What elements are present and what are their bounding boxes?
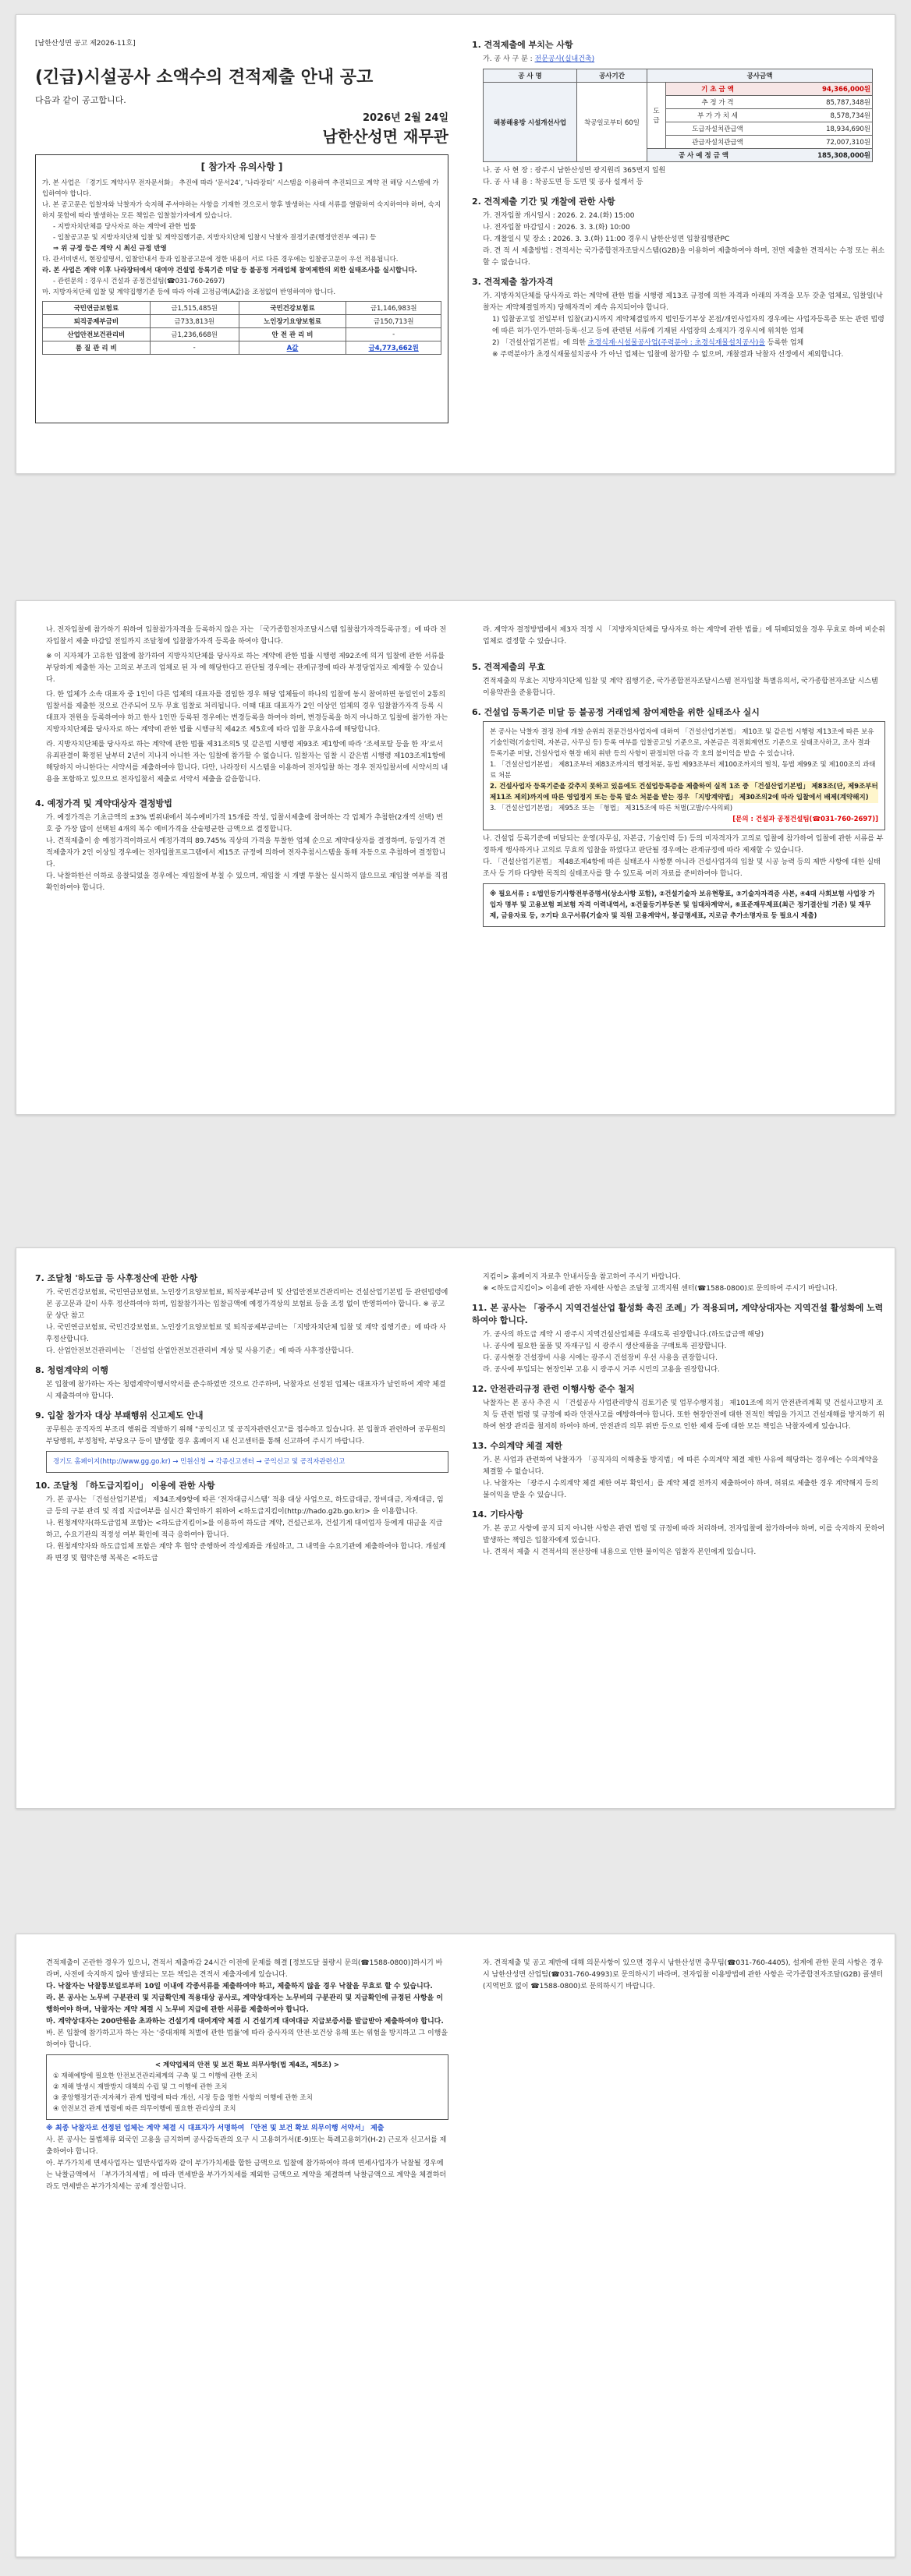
s6-line: 나. 건설업 등록기준에 미달되는 운영(자무실, 자본금, 기술인력 등) 등의 미자격자가 고의로 입찰에 참가하여 입찰에 관한 서류를 부정하게 행사하거나 고의로 무효의 입찰을 하였다고 판단될 경우에는 관계규정에 따라 제재할 수 있습니다. (483, 835, 884, 855)
section-2-title: 2. 견적제출 기간 및 개찰에 관한 사항 (472, 196, 615, 207)
p4-line2: 사. 본 공사는 불법체류 외국인 고용을 금지하며 공사감독관의 요구 시 고용허가서(E-9)또는 특례고용허가(H-2) 근로자 신고서를 제출하여야 합니다. (46, 2136, 447, 2156)
th-name: 공 사 명 (484, 69, 577, 83)
doc-title: (긴급)시설공사 소액수의 견적제출 안내 공고 (35, 68, 374, 87)
p4-line2: 아. 부가가치세 면세사업자는 일반사업자와 같이 부가가치세를 합한 금액으로 입찰에 참가하여야 하며 면세사업자가 낙찰될 경우에는 낙찰금액에서 「부가가치세법」에 따라 면세받을 부가가치세를 제외한 금액으로 계약을 체결하며 낙찰금액으로 계약을 체결하더라도 면세받은 부가가치세는 공제 정산합니다. (46, 2160, 447, 2191)
project-period: 착공일로부터 60일 (577, 83, 647, 162)
notice-d: 라. 본 사업은 계약 이후 나라장터에서 대여야 건설업 등록기준 미달 등 불공정 거래업체 참여제한의 외한 실태조사를 실시합니다. (42, 267, 417, 274)
content-line: 다. 공 사 내 용 : 착공도면 등 도면 및 공사 설계서 등 (483, 179, 643, 186)
p4-line: 견적제출이 곤란한 경우가 있으니, 견적서 제출마감 24시간 이전에 문제를 해결 [정보도달 불량시 문의(☎1588-0800)]하시기 바라며, 사전에 숙지하지 않아 발생되는 모든 책임은 견적서 제출자에게 있습니다. (46, 1959, 443, 1979)
amount-value: 18,934,690원 (826, 126, 870, 133)
p4-line: 바. 본 입찰에 참가하고자 하는 자는 ‘중대재해 처벌에 관한 법률’에 따라 중사자의 안전·보건상 유해 또는 위험을 방지하고 그 이행을 하여야 합니다. (46, 2029, 448, 2049)
section-3-title: 3. 견적제출 참가자격 (472, 277, 554, 287)
s11-line: 다. 공사현장 건설장비 사용 시에는 광주시 건설장비 우선 사용을 권장합니다. (483, 1354, 718, 1362)
work-type-link[interactable]: 전문공사(실내건축) (534, 55, 595, 63)
report-center-link[interactable]: 경기도 홈페이지(http://www.gg.go.kr) → 민원신청 → 각종신고센터 → 공익신고 및 공직자관련신고 (53, 1458, 346, 1466)
s10-line: 가. 본 공사는 「건설산업기본법」 제34조제9항에 따른 ‘전자대금시스템’ 적용 대상 사업으로, 하도급대금, 장비대금, 자재대금, 임금 등의 구분 관리 및 직접 지급여부를 실시간 확인하기 위하여 <하도급지킴이(http://hado.g2b.go.kr)> 을 이용합니다. (46, 1496, 444, 1516)
amount-value: 72,007,310원 (826, 139, 870, 147)
s7-line: 다. 산업안전보건관리비는 「건설업 산업안전보건관리비 계상 및 사용기준」에 따라 사후정산합니다. (46, 1347, 354, 1355)
p3r-line: ※ <하도급지킴이> 이용에 관한 자세한 사항은 조달청 고객지원 센터(☎1588-0800)로 문의하여 주시기 바랍니다. (483, 1285, 838, 1293)
page-3-right-column (472, 1272, 885, 1559)
page-3 (16, 1247, 895, 1809)
a-cell: - (150, 341, 239, 355)
s7-line: 가. 국민건강보험료, 국민연금보험료, 노인장기요양보험료, 퇴직공제부금비 및 산업안전보건관리비는 건설산업기본법 등 관련법령에 본 공고문과 같이 사후 정산하여야 하며, 입찰참가자는 입찰금액에 예정가격상의 보험료 등을 조정 없이 반영하여야 합니다. ※ 공고문 상단 참고 (46, 1289, 448, 1320)
s6-line: 다. 「건설산업기본법」 제48조제4항에 따른 실태조사 사항뿐 아니라 건설사업자의 입찰 및 시공 능력 등의 제반 사항에 대한 실태조사 등 기타 다양한 목적의 실태조사를 할 수 있도록 여러 자료를 준비하여야 합니다. (483, 858, 881, 878)
a-cell: - (346, 328, 441, 341)
a-cell: 산업안전보건관리비 (43, 328, 151, 341)
s11-line: 가. 공사의 하도급 계약 시 광주시 지역건설산업체를 우대도록 권장합니다.(하도급금액 해당) (483, 1331, 764, 1339)
qual-note: ※ 주력분야가 초경식재물설치공사 가 아닌 업체는 입찰에 참가할 수 없으며, 개찰결과 낙찰자 선정에서 제외합니다. (492, 351, 844, 359)
p2-line: 다. 한 업체가 소속 대표자 중 1인이 다른 업체의 대표자를 겸임한 경우 해당 업체들이 하나의 입찰에 동시 참여하면 동일인이 2통의 입찰서를 제출한 것으로 간주되어 모두 무효 입찰로 처리됩니다. 이때 대표 대표자가 2인 이상인 업체의 경우 입찰참가자격 등록 시 대표자 전원을 등록하여야 하고 한사 1인만 등록된 경우에는 변경등록을 하여야 하며, 변경등록을 하지 아니하고 입찰에 참가한 자는 지방자치단체를 당사자로 하는 계약에 관한 법률 시행규칙 제42조 제5호에 따라 입찰 무효사유에 해당합니다. (46, 691, 448, 734)
doc-number: [남한산성면 공고 제2026-11호] (35, 40, 136, 48)
work-type-label: 가. 공 사 구 분 : (483, 55, 535, 63)
qual-2-link[interactable]: 초경식재·시설물공사업(주력분야 : 초경식재물설치공사)을 (587, 339, 766, 347)
a-cell: 금1,146,983원 (346, 302, 441, 315)
notice-a: 가. 본 사업은 「경기도 계약사무 전자문서화」 추진에 따라 ‘문서24’, ‘나라장터’ 시스템을 이용하여 추진되므로 계약 전 해당 시스템에 가입하여야 합니다. (42, 179, 439, 198)
amount-label: 추 정 가 격 (701, 99, 734, 107)
amount-row (647, 149, 873, 162)
sched-line: 나. 전자입찰 마감일시 : 2026. 3. 3.(화) 10:00 (483, 224, 630, 232)
section-4-title: 4. 예정가격 및 계약대상자 결정방법 (35, 798, 172, 809)
a-cell: 품 질 관 리 비 (43, 341, 151, 355)
qual-1: 1) 입찰공고일 전일부터 입찰(교)시까지 계약체결일까지 법인등기부상 본점/개인사업자의 경우에는 사업자등록증 또는 관련 법령에 따른 허가·인가·면허·등록·신고 등에 관련된 서류에 기재된 사업장의 소재지가 경우시에 위치한 업체 (492, 316, 884, 335)
page-2-right-column (472, 625, 885, 930)
contract-table (483, 69, 873, 162)
section-12-title: 12. 안전관리규정 관련 이행사항 준수 철저 (472, 1384, 635, 1394)
section-1-title: 1. 견적제출에 부치는 사항 (472, 40, 573, 50)
page-2 (16, 600, 895, 1115)
amount-row (666, 136, 873, 149)
amount-value: 8,578,734원 (830, 112, 870, 120)
section-5-title: 5. 견적제출의 무효 (472, 662, 545, 672)
p4-line: 마. 계약상대자는 200만원을 초과하는 건설기계 대여계약 체결 시 건설기계 대여대금 지급보증서를 발급받아 제출하여야 합니다. (46, 2018, 444, 2026)
page-2-left-column (35, 625, 448, 894)
s11-line: 라. 공사에 투입되는 현장인부 고용 시 광주시 거주 시민의 고용을 권장합니다. (483, 1366, 720, 1374)
amount-label: 관급자설치관급액 (692, 139, 743, 147)
a-cell: 국민건강보험료 (239, 302, 346, 315)
s4-line: 가. 예정가격은 기초금액의 ±3% 범위내에서 복수예비가격 15개를 작성, 입찰서제출에 참여하는 각 업체가 추첨한(2개씩 선택) 번호 중 가장 많이 선택된 4개의 복수 예비가격을 산술평균한 금액으로 결정합니다. (46, 814, 444, 833)
inspection-text: 본 공사는 낙찰자 결정 전에 개찰 순위의 전문건설사업자에 대하여 「건설산업기본법」 제10조 및 같은법 시행령 제13조에 따른 보유 기술인력(기술인력, 자본금, 사무실 등) 등록 여부를 입찰공고일 기준으로, 자본금은 직전회계연도 기준으로 실태조사하고, 조사 결과 등록기준 미달, 건설사업자 현장 배치 위반 등의 사항이 판정되면 다음 각 호의 불이익을 받을 수 있습니다. (490, 728, 874, 758)
s4-line: 다. 낙찰하한선 이하로 응찰되었을 경우에는 재입찰에 부칠 수 있으며, 재입찰 시 개별 투찰는 실시하지 않으므로 재입찰 여부를 직접 확인하여야 합니다. (46, 872, 448, 892)
section-7-title: 7. 조달청 '하도급 등 사후정산에 관한 사항 (35, 1273, 198, 1283)
s13-line: 나. 낙찰자는 「광주시 수의계약 체결 제한 여부 확인서」를 계약 체결 전까지 제출하여야 하며, 허위로 제출한 경우 계약해지 등의 불이익을 받을 수 있습니다. (483, 1480, 879, 1499)
section-8-title: 8. 청렴계약의 이행 (35, 1365, 108, 1375)
sched-line: 가. 전자입찰 개시일시 : 2026. 2. 24.(화) 15:00 (483, 212, 635, 220)
amount-label: 도급자설치관급액 (692, 126, 743, 133)
page-4 (16, 1934, 895, 2557)
a-value-total: 금4,773,662원 (346, 341, 441, 355)
p2-line: 라. 지방자치단체를 당사자로 하는 계약에 관한 법률 제31조의5 및 같은법 시행령 제93조 제1항에 따라 ‘조세포탈 등을 한 자’로서 유죄판결이 확정된 날부터 2년이 지나지 아니한 자는 입찰에 참가할 수 없습니다. 입찰자는 입찰 시 같은법 시행령 제103조제1항에 해당하지 아니한다는 서약서를 제출하여야 합니다. 다만, 나라장터 시스템을 이용하여 전자입찰 하는 경우 전자입찰서에 서약서의 내용을 포함하고 있으므로 전자입찰서 제출로 서약서 제출을 갈음합니다. (46, 741, 448, 784)
p2-line: ※ 이 지자체가 고유한 입찰에 참가하여 지방자치단체를 당사자로 하는 계약에 관한 법률 시행령 제92조에 의거 입찰에 관한 서류를 부당하게 제출한 자는 고의로 부조리 업체로 된 자 에 해당한다고 판단될 경우에는 관계규정에 따라 부정당업자로 제재할 수 있습니다. (46, 653, 445, 684)
inspection-contact: [문의 : 건설과 공정건설팀(☎031-760-2697)] (732, 816, 878, 823)
page-4-right-column (472, 1958, 885, 1993)
notice-b: 나. 본 공고문은 입찰자와 낙찰자가 숙지해 주셔야하는 사항을 기재한 것으로서 향후 발생하는 사태 서류를 열람하여 숙지하여야 하며, 숙지하지 못함에 따라 발생하는 모든 책임은 입찰참가자에게 있습니다. (42, 201, 441, 220)
th-amount: 공사금액 (647, 69, 873, 83)
page-1-left-column (35, 38, 448, 423)
amount-value: 185,308,000원 (817, 152, 870, 160)
qual-2 (472, 338, 885, 349)
project-name: 해봉해용방 시설개선사업 (484, 83, 577, 162)
safety-duty-item: ① 재해예방에 필요한 안전보건관리체계의 구축 및 그 이행에 관한 조치 (53, 2072, 257, 2080)
a-cell: 금733,813원 (150, 315, 239, 328)
page-1-right-column (472, 38, 885, 361)
s10-line: 나. 원청계약자(하도급업체 포함)는 <하도급지킴이>를 이용하여 하도급 계약, 건설근로자, 건설기계 대여업자 등에게 대금을 지급하고, 수요기관의 적정성 여부 확인에 적극 응하여야 합니다. (46, 1520, 443, 1539)
a-cell: 금1,236,668원 (150, 328, 239, 341)
s11-line: 나. 공사에 필요한 물품 및 자재구입 시 광주시 생산제품을 구매토록 권장합니다. (483, 1343, 727, 1350)
s9-para: 공무원은 공직자의 부조리 행위를 적발하기 위해 "공익신고 및 공직자관련신고"를 접수하고 있습니다. 본 입찰과 관련하여 공무원의 부당행위, 부정청탁, 부당요구 등이 발생할 경우 홈페이지 내 신고센터를 통해 신고하여 주시기 바랍니다. (46, 1426, 445, 1445)
report-center-box (46, 1451, 448, 1473)
p2r-line: 라. 계약자 결정방법에서 제3자 적정 시 「지방자치단체를 당사자로 하는 계약에 관한 법률」에 뒤떼되었을 경우 무효로 하며 비순위 업체로 결정할 수 있습니다. (483, 626, 885, 646)
s14-line: 가. 본 공고 사항에 공지 되지 아니한 사항은 관련 법령 및 규정에 따라 처리하며, 전자입찰에 참가하여야 하며, 이를 숙지하지 못하여 발생하는 책임은 입찰자에게 있습니다. (483, 1525, 885, 1545)
page-3-left-column (35, 1272, 448, 1565)
a-cell: 노인장기요양보험료 (239, 315, 346, 328)
notice-contact: - 관련문의 : 경우시 건설과 공정건설팀(☎031-760-2697) (53, 278, 225, 285)
site-line: 나. 공 사 현 장 : 광주시 남한산성면 광지원리 365번지 일원 (483, 167, 666, 175)
dogeup-label: 도급 (647, 83, 666, 149)
s7-line: 나. 국민연금보험료, 국민건강보험료, 노인장기요양보험료 및 퇴직공제부금비는 「지방자치단체 입찰 및 계약 집행기준」에 따라 사후정산합니다. (46, 1324, 447, 1343)
p4-line: 라. 본 공사는 노무비 구분관리 및 지급확인제 적용대상 공사로, 계약상대자는 노무비의 구분관리 및 지급확인에 규정된 사항을 이행하여야 하며, 낙찰자는 계약 체결 시 노무비 지급에 관한 서류를 제출하여야 합니다. (46, 1994, 444, 2014)
intro: 다음과 같이 공고합니다. (35, 95, 126, 105)
page-4-left-column (35, 1958, 448, 2193)
qual-2-text: 2) 「건설산업기본법」에 의한 (492, 339, 588, 347)
p4r-line: 자. 견적제출 및 공고 제반에 대해 의문사항이 있으면 경우시 남한산성면 총무팀(☎031-760-4405), 설계에 관한 문의 사항은 경우시 남한산성면 산업팀(☎031-760-4993)로 문의하시기 바라며, 전자입찰 이용방법에 관한 사항은 국가종합전자조달(G2B) 콜센터(지역번호 없이 ☎1588-0800)로 문의하시기 바랍니다. (483, 1959, 884, 1990)
safety-note: ※ 최종 낙찰자로 선정된 업체는 계약 체결 시 대표자가 서명하여 「안전 및 보건 확보 의무이행 서약서」 제출 (46, 2125, 385, 2132)
s13-line: 가. 본 사업과 관련하여 낙찰자가 「공직자의 이해충돌 방지법」에 따른 수의계약 체결 제한 사유에 해당하는 경우에는 수의계약을 체결할 수 없습니다. (483, 1456, 879, 1476)
section-10-title: 10. 조달청 「하도급지킴이」 이용에 관한 사항 (35, 1481, 215, 1491)
s5-para: 견적제출의 무효는 지방자치단체 입찰 및 계약 집행기준, 국가종합전자조달시스템 전자입찰 특별유의서, 국가종합전자조달 시스템 이용약관을 준용합니다. (483, 678, 878, 697)
required-docs: ※ 필요서류 : ①법인등기사항전부증명서(상소사항 포함), ②건설기술자 보유현황표, ③기술자자격증 사본, ④4대 사회보험 사업장 가입자 명부 및 고용보험 피보험 자격 이력내역서, ⑤건물등기부등본 및 임대차계약서, ⑥표준재무제표(최근 정기결산일 기준) 및 재무제, 금융자료 등, ⑦기타 요구서류(기술자 및 직원 고용계약서, 봉급명세표, 지로금 추가소명자료 등 필요시 제출) (490, 890, 875, 920)
notice-c: 다. 관서비변서, 현장설명서, 입찰안내서 등과 입찰공고문에 정한 내용이 서로 다른 경우에는 입찰공고문이 우선 적용됩니다. (42, 256, 399, 264)
amount-row (666, 83, 873, 96)
s8-para: 본 입찰에 참가하는 자는 청렴계약이행서약서를 준수하였만 것으로 간주하며, 낙찰자로 선정된 업체는 대표자가 날인하여 계약 체결 시 제출하여야 합니다. (46, 1381, 446, 1400)
a-cell: 국민연금보험료 (43, 302, 151, 315)
amount-row (666, 122, 873, 136)
inspection-item: 3. 「건설산업기본법」 제95조 또는 「형법」 제315조에 따른 처벌(고발/수사의뢰) (490, 805, 733, 812)
section-14-title: 14. 기타사항 (472, 1509, 523, 1520)
notice-law1: - 지방자치단체를 당사자로 하는 계약에 관한 법률 (53, 223, 197, 231)
amount-label: 부 가 가 치 세 (697, 112, 738, 120)
s12-para: 낙찰자는 본 공사 추진 시 「건설공사 사업관리방식 검토기준 및 업무수행지침」 제101조에 의거 안전관리계획 및 건설사고방지 조치 등 관련 법령 및 규정에 따라 안전사고를 예방하여야 합니다. 또한 현장안전에 대한 전적인 책임을 가지고 건설재해를 방지하기 위하여 현장 관리를 철저히 하여야 하며, 안전관리 의무 위반 등으로 인한 제재 등에 대한 모든 책임은 낙찰자에게 있습니다. (483, 1399, 885, 1431)
p2-line: 나. 전자입찰에 참가하기 위하여 입찰참가자격을 등록하지 않은 자는 「국가종합전자조달시스템 입찰참가자격등록규정」에 따라 전자입찰서 제출 마감일 전일까지 조달청에 입찰참가자격 등록을 하여야 합니다. (46, 626, 447, 646)
a-cell: 금150,713원 (346, 315, 441, 328)
safety-duty-item: ② 재해 발생시 재발방지 대책의 수립 및 그 이행에 관한 조치 (53, 2083, 228, 2091)
notice-e: 마. 지방자치단체 입찰 및 계약집행기준 등에 따라 아래 고정금액(A값)을 조정없이 반영하여야 합니다. (42, 288, 336, 296)
doc-org: 남한산성면 재무관 (322, 127, 448, 146)
amount-label: 공 사 예 정 금 액 (678, 152, 729, 160)
safety-duty-title: < 계약업체의 안전 및 보건 확보 의무사항(법 제4조, 제5조) > (154, 2061, 340, 2069)
page-1 (16, 14, 895, 474)
safety-duty-item: ④ 안전보건 관계 법령에 따른 의무이행에 필요한 관리상의 조치 (53, 2105, 236, 2113)
s14-line: 나. 견적서 제출 시 견적서의 전산장애 내용으로 인한 불이익은 입찰자 본인에게 있습니다. (483, 1548, 757, 1556)
a-cell: 퇴직공제부금비 (43, 315, 151, 328)
s4-line: 나. 견적제출이 송 예정가격이하로서 예정가격의 89.745% 직상의 가격을 투찰한 업체 순으로 계약대상자를 결정하며, 동일가격 견적제출자가 2인 이상일 경우에는 전자입찰프로그램에서 제15조 규정에 의하여 전자추첨시스템을 통해 자동으로 추첨하여 결정합니다. (46, 837, 446, 869)
p3r-line: 지킴이> 홈페이지 자료추 안내서등을 참고하여 주시기 바랍니다. (483, 1273, 681, 1281)
section-6-title: 6. 건설업 등록기준 미달 등 불공정 거래업체 참여제한을 위한 실태조사 실시 (472, 707, 760, 717)
notice-heading: [ 참가자 유의사항 ] (200, 161, 283, 172)
a-value-table (42, 301, 441, 355)
inspection-item: 1. 「건설산업기본법」 제81조부터 제83조까지의 행정처분, 동법 제93조부터 제100조까지의 벌칙, 동법 제99조 및 제100조의 과태료 처분 (490, 761, 876, 780)
inspection-item: 2. 건설사업자 등록기준을 갖추지 못하고 있음에도 건설업등록증을 제출하여 실적 1조 중 「건설산업기본법」 제83조(단, 제9조부터 제11조 제외)까지에 따른 영업정지 또는 등록 말소 처분을 받는 경우 「지방계약법」 제30조의2에 따라 입찰에서 배제(계약해지) (490, 783, 878, 801)
notice-law3: ⇒ 위 규정 등은 계약 시 최신 규정 반영 (53, 245, 167, 253)
s10-line: 다. 원청계약자와 하도급업체 포함은 계약 후 협약 준행하여 작성계좌를 개설하고, 그 내역을 수요기관에 제출하여야 합니다. 개설계좌 변경 및 협약은행 복북은 <하도급 (46, 1543, 446, 1562)
qual-para: 가. 지방자치단체를 당사자로 하는 계약에 관한 법률 시행령 제13조 규정에 의한 자격과 아래의 자격을 모두 갖춘 업체로, 입찰일(낙찰자는 계약체결일까지) 당해자격이 계속 유지되어야 합니다. (483, 292, 883, 312)
p4-line: 다. 낙찰자는 낙찰통보일로부터 10일 이내에 각종서류를 제출하여야 하고, 제출하지 않을 경우 낙찰을 무효로 할 수 있습니다. (46, 1983, 433, 1990)
sched-line: 다. 개찰일시 및 장소 : 2026. 3. 3.(화) 11:00 경우시 남한산성면 입찰집행관PC (483, 235, 730, 243)
amount-label: 기 초 금 액 (666, 83, 769, 95)
amount-value: 85,787,348원 (826, 99, 870, 107)
required-docs-box (483, 883, 885, 927)
a-cell: 금1,515,485원 (150, 302, 239, 315)
sched-line: 라. 견 적 서 제출방법 : 견적서는 국가종합전자조달시스템(G2B)을 이용하여 제출하여야 하며, 전면 제출한 견적서는 수정 또는 취소할 수 없습니다. (483, 247, 885, 267)
section-11-title: 11. 본 공사는 「광주시 지역건설산업 활성화 촉진 조례」가 적용되며, 계약상대자는 지역건설 활성화에 노력하여야 합니다. (472, 1303, 884, 1325)
doc-date: 2026년 2월 24일 (362, 112, 448, 124)
safety-duty-box (46, 2054, 448, 2120)
amount-row (666, 109, 873, 122)
amount-value: 94,366,000원 (769, 83, 872, 95)
work-type (472, 54, 885, 65)
a-cell: 안 전 관 리 비 (239, 328, 346, 341)
safety-duty-item: ③ 중앙행정기관·지자체가 관계 법령에 따라 개선, 시정 등을 명한 사항의 이행에 관한 조치 (53, 2094, 313, 2102)
notice-box (35, 154, 448, 423)
qual-2-tail: 등록한 업체 (765, 339, 804, 347)
a-value-label: A값 (239, 341, 346, 355)
notice-law2: - 입찰공고문 및 지방자치단체 입찰 및 계약집행기준, 지방자치단체 입찰시 낙찰자 결정기준(행정안전부 예규) 등 (53, 234, 377, 242)
inspection-box (483, 721, 885, 830)
section-13-title: 13. 수의계약 체결 제한 (472, 1441, 562, 1451)
amount-row (666, 96, 873, 109)
section-9-title: 9. 입찰 참가자 대상 부패행위 신고제도 안내 (35, 1410, 204, 1421)
th-period: 공사기간 (577, 69, 647, 83)
